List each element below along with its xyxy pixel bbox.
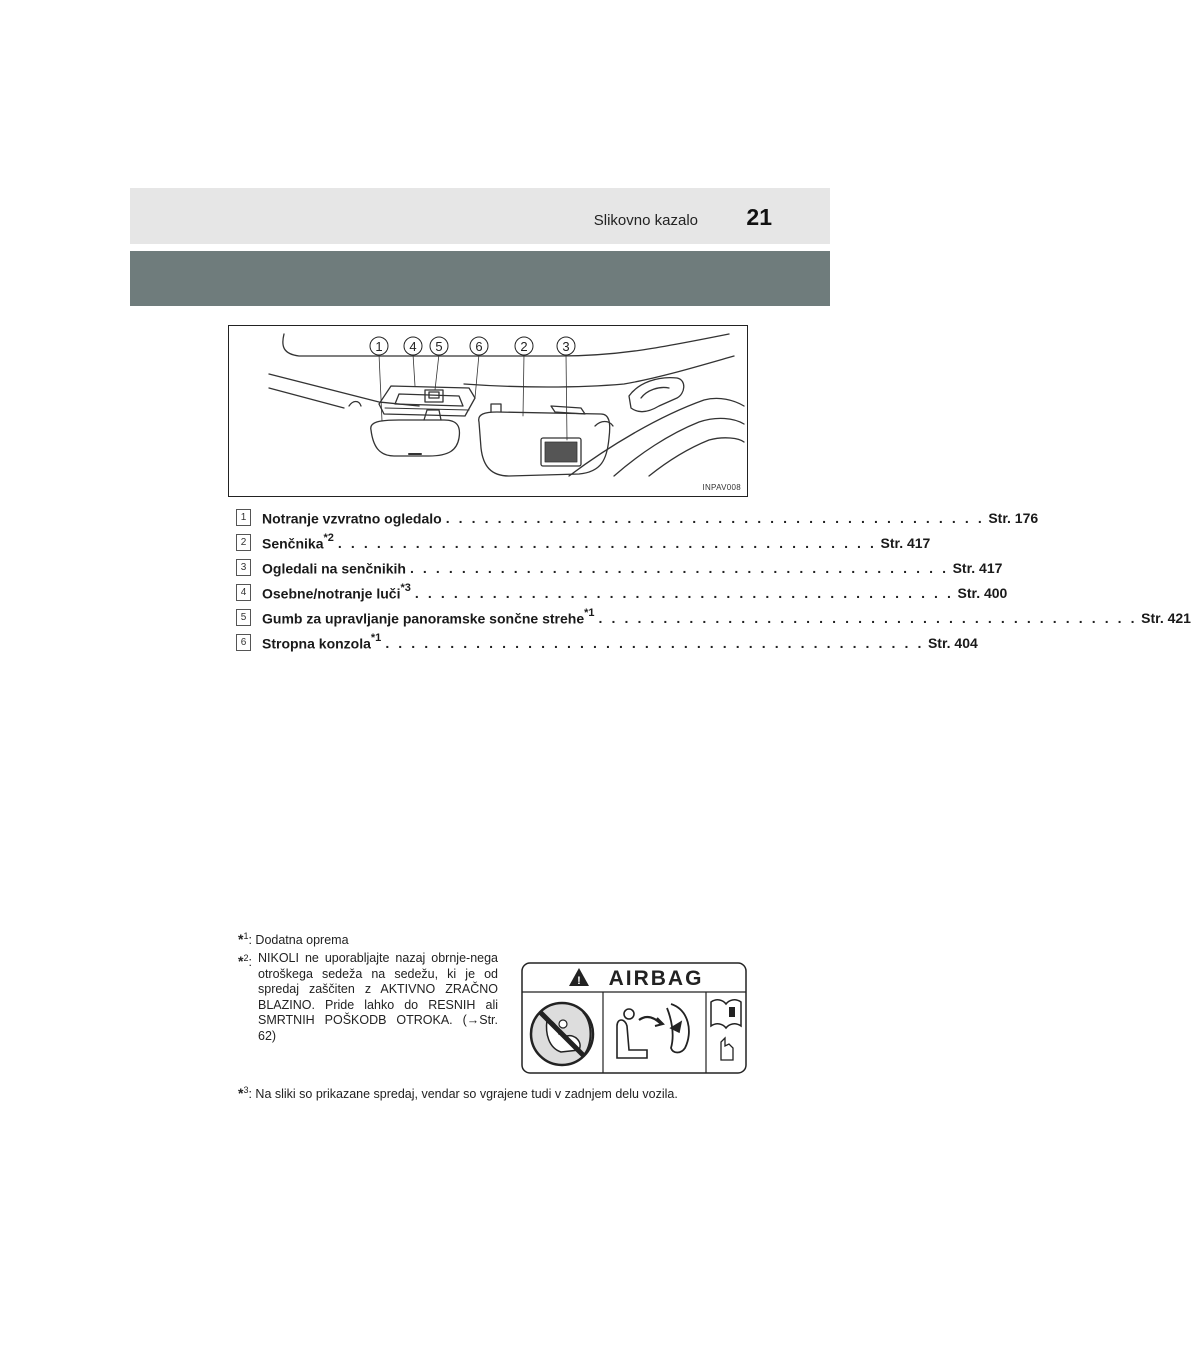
item-page-ref[interactable]: Str. 400 <box>957 584 1008 601</box>
footnote-2: *$^2$: NIKOLI ne uporabljajte nazaj obrnje-nega otroškega sedeža na sedežu, ki je od spredaj zaščiten z AKTIVNO ZRAČNO BLAZINO. Pride lahko do RESNIH ali SMRTNIH POŠKODB OTROKA. (→Str. 62) <box>238 951 498 1043</box>
leader-dots: . . . . . . . . . . . . . . . . . . . . . . . . . . . . . . . . . . . . . . . . . . <box>414 584 954 601</box>
asterisk-icon: * <box>238 931 244 948</box>
ceiling-drawing <box>229 326 749 498</box>
footnote-text: : Na sliki so prikazane spredaj, vendar so vgrajene tudi v zadnjem delu vozila. <box>248 1087 678 1102</box>
footnote-text: NIKOLI ne uporabljajte nazaj obrnje-nega otroškega sedeža na sedežu, ki je od spredaj zaščiten z AKTIVNO ZRAČNO BLAZINO. Pride lahko do RESNIH ali SMRTNIH POŠKODB OTROKA. (→Str. 62) <box>258 951 498 1043</box>
item-number: 4 <box>236 584 251 601</box>
item-number: 3 <box>236 559 251 576</box>
item-page-ref[interactable]: Str. 404 <box>927 634 978 651</box>
list-item <box>236 630 978 655</box>
item-label: Notranje vzvratno ogledalo <box>262 510 442 527</box>
item-footnote-ref: *2 <box>323 531 334 544</box>
leader-dots: . . . . . . . . . . . . . . . . . . . . . . . . . . . . . . . . . . . . . . . . . . <box>409 559 949 576</box>
list-item <box>236 555 1003 580</box>
item-label: Gumb za upravljanje panoramske sončne strehe <box>262 610 585 627</box>
interior-ceiling-illustration <box>228 325 748 497</box>
footnote-mark: 2 <box>243 953 249 963</box>
list-item <box>236 580 1008 605</box>
page-number: 21 <box>746 204 772 230</box>
item-page-ref[interactable]: Str. 421 <box>1141 609 1191 626</box>
asterisk-icon: * <box>238 1085 244 1102</box>
no-rear-facing-seat-icon <box>531 1003 593 1065</box>
footnote-3 <box>238 1083 678 1103</box>
leader-dots: . . . . . . . . . . . . . . . . . . . . . . . . . . . . . . . . . . . . . . . . . . <box>337 534 877 551</box>
footnote-mark: 1 <box>243 931 249 941</box>
item-label: Osebne/notranje luči <box>262 585 401 602</box>
item-number: 1 <box>236 509 251 526</box>
item-label: Stropna konzola <box>262 635 371 652</box>
section-title: Slikovno kazalo <box>593 212 698 229</box>
leader-dots: . . . . . . . . . . . . . . . . . . . . . . . . . . . . . . . . . . . . . . . . . . <box>598 609 1138 626</box>
item-number: 5 <box>236 609 251 626</box>
callout-label: 1 <box>375 339 383 354</box>
callout-label: 3 <box>562 339 570 354</box>
item-number: 6 <box>236 634 251 651</box>
figure-code: INPAV008 <box>702 483 741 492</box>
item-footnote-ref: *3 <box>400 581 411 594</box>
list-item <box>236 530 931 555</box>
footnote-text: : Dodatna oprema <box>248 933 349 948</box>
callout-label: 5 <box>435 339 443 354</box>
list-item <box>236 605 1191 630</box>
item-page-ref[interactable]: Str. 417 <box>952 559 1003 576</box>
callout-label: 6 <box>475 339 483 354</box>
footnote-1 <box>238 929 349 949</box>
component-list <box>236 505 1191 655</box>
item-footnote-ref: *1 <box>370 631 382 644</box>
item-label: Senčnika <box>262 535 324 552</box>
callout-label: 4 <box>409 339 417 354</box>
leader-dots: . . . . . . . . . . . . . . . . . . . . . . . . . . . . . . . . . . . . . . . . . . <box>445 509 985 526</box>
item-page-ref[interactable]: Str. 417 <box>880 534 931 551</box>
list-item <box>236 505 1039 530</box>
item-label: Ogledali na senčnikih <box>262 560 406 577</box>
page-header <box>130 188 830 244</box>
item-page-ref[interactable]: Str. 176 <box>988 509 1039 526</box>
svg-text:!: ! <box>577 975 581 987</box>
airbag-title: AIRBAG <box>608 967 704 990</box>
item-footnote-ref: *1 <box>584 606 595 619</box>
callout-label: 2 <box>520 339 528 354</box>
section-band <box>130 251 830 306</box>
leader-dots: . . . . . . . . . . . . . . . . . . . . . . . . . . . . . . . . . . . . . . . . . . <box>385 634 924 651</box>
asterisk-icon: * <box>238 953 244 970</box>
footnote-mark: 3 <box>243 1085 249 1095</box>
item-number: 2 <box>236 534 251 551</box>
airbag-warning-label <box>521 962 747 1074</box>
